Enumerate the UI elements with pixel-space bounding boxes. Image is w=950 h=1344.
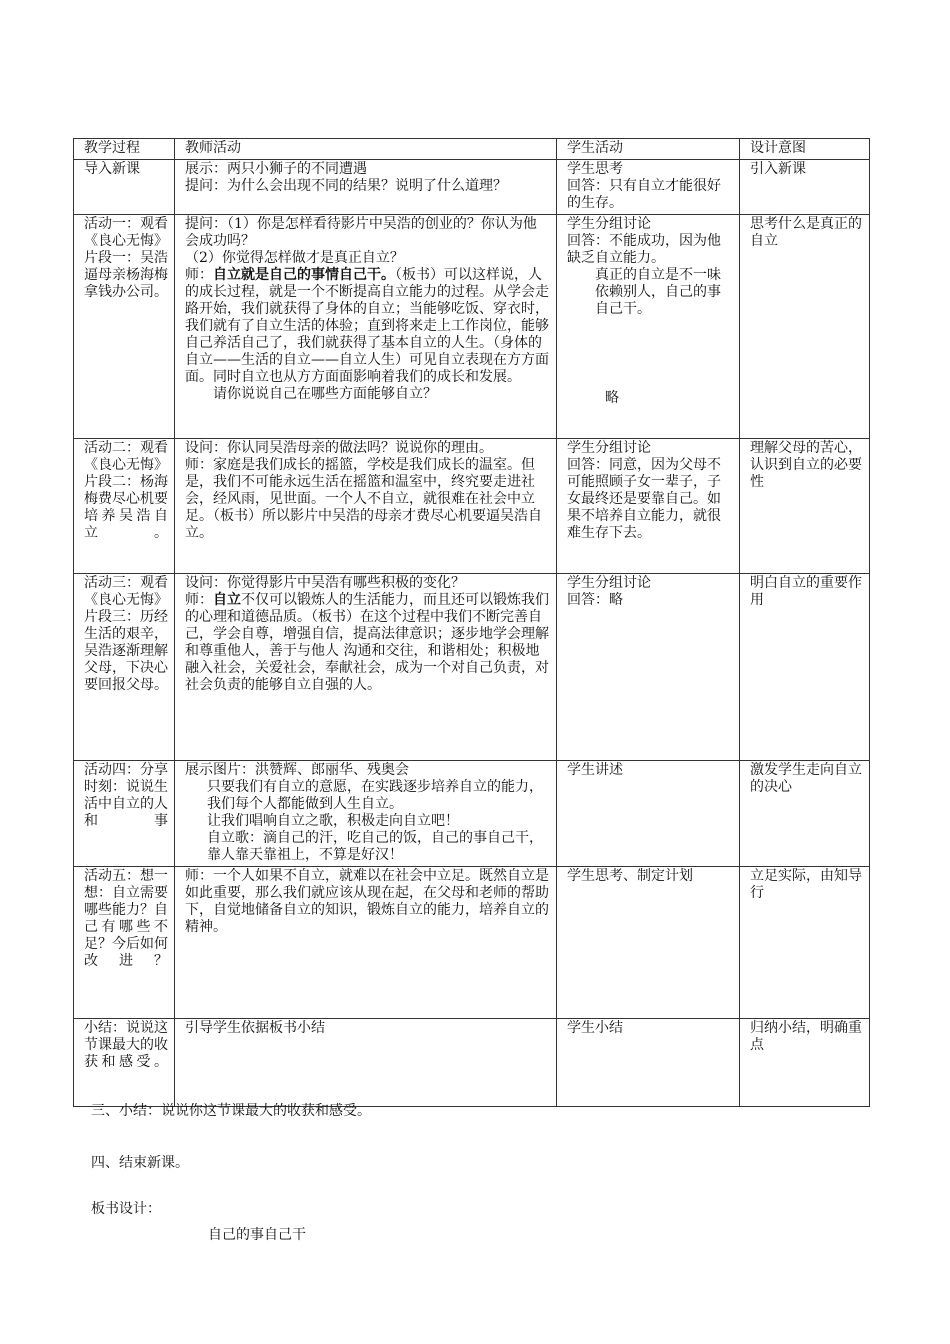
intent-cell: 立足实际，由知导行 bbox=[740, 867, 870, 1019]
student-cell bbox=[557, 574, 740, 761]
teacher-line: 展示：两只小狮子的不同遭遇 bbox=[185, 161, 367, 177]
student-line: 学生分组讨论 bbox=[567, 440, 651, 456]
teacher-cell bbox=[175, 574, 557, 761]
process-cell: 活动四：分享时刻：说说生活中自立的人和事 bbox=[74, 761, 175, 867]
board-design-item: 自己的事自己干 bbox=[208, 1227, 306, 1243]
teacher-line: 引导学生依据板书小结 bbox=[185, 1020, 325, 1036]
teacher-line: 提问：（1）你是怎样看待影片中吴浩的创业的？你认为他会成功吗？ bbox=[185, 216, 537, 249]
student-line: 回答：不能成功，因为他缺乏自立能力。 bbox=[567, 233, 721, 266]
teacher-line: 提问：为什么会出现不同的结果？说明了什么道理？ bbox=[185, 178, 507, 194]
end-section: 四、结束新课。 bbox=[91, 1155, 189, 1171]
lesson-plan-table bbox=[73, 138, 870, 1107]
student-line: 学生分组讨论 bbox=[567, 216, 651, 232]
student-line: 略 bbox=[605, 390, 619, 406]
student-cell bbox=[557, 160, 740, 215]
student-line: 学生小结 bbox=[567, 1020, 623, 1036]
table-row bbox=[74, 215, 870, 439]
student-line: 学生思考、制定计划 bbox=[567, 868, 693, 884]
teacher-cell bbox=[175, 1019, 557, 1107]
table-row bbox=[74, 439, 870, 574]
teacher-line: 请你说说自己在哪些方面能够自立？ bbox=[213, 386, 437, 402]
intent-cell: 明白自立的重要作用 bbox=[740, 574, 870, 761]
teacher-line: 展示图片：洪赞辉、郎丽华、残奥会 bbox=[185, 762, 409, 778]
teacher-line bbox=[185, 592, 550, 694]
table-row bbox=[74, 761, 870, 867]
student-line: 回答：同意，因为父母不可能照顾子女一辈子，子女最终还是要靠自己。如果不培养自立能力，就很难生存下去。 bbox=[567, 457, 721, 541]
student-cell bbox=[557, 761, 740, 867]
key-point: 自立 bbox=[213, 592, 241, 608]
board-design-label: 板书设计： bbox=[91, 1201, 161, 1217]
process-cell: 活动三：观看《良心无悔》片段三：历经生活的艰辛，吴浩逐渐理解父母，下决心要回报父母。 bbox=[74, 574, 175, 761]
student-cell bbox=[557, 867, 740, 1019]
teacher-line: 设问：你认同吴浩母亲的做法吗？说说你的理由。 bbox=[185, 440, 493, 456]
summary-section: 三、小结：说说你这节课最大的收获和感受。 bbox=[91, 1103, 371, 1119]
header-student: 学生活动 bbox=[557, 139, 740, 160]
intent-cell: 激发学生走向自立的决心 bbox=[740, 761, 870, 867]
key-point: 自立就是自己的事情自己干。 bbox=[213, 267, 395, 283]
table-row bbox=[74, 1019, 870, 1107]
process-cell: 导入新课 bbox=[74, 160, 175, 215]
teacher-line: 师：一个人如果不自立，就难以在社会中立足。既然自立是如此重要，那么我们就应该从现在起，在父母和老师的帮助下，自觉地储备自立的知识，锻炼自立的能力，培养自立的精神。 bbox=[185, 868, 549, 935]
header-process: 教学过程 bbox=[74, 139, 175, 160]
student-line: 回答：只有自立才能很好的生存。 bbox=[567, 178, 721, 211]
intent-cell: 理解父母的苦心，认识到自立的必要性 bbox=[740, 439, 870, 574]
teacher-cell bbox=[175, 160, 557, 215]
student-cell bbox=[557, 1019, 740, 1107]
teacher-line: 只要我们有自立的意愿，在实践逐步培养自立的能力，我们每个人都能做到人生自立。 bbox=[207, 779, 543, 812]
teacher-text: 不仅可以锻炼人的生活能力，而且还可以锻炼我们的心理和道德品质。（板书）在这个过程中我们不断完善自己，学会自尊，增强自信，提高法律意识；逐步地学会理解和尊重他人，善于与他人 沟通和交往，和谐相处；积极地融入社会，关爱社会，奉献社会，成为一个对自己负责，对社会负责的能够自立自强的人。 bbox=[185, 592, 549, 693]
teacher-cell bbox=[175, 439, 557, 574]
student-line: 学生分组讨论 bbox=[567, 575, 651, 591]
teacher-line: 师：家庭是我们成长的摇篮，学校是我们成长的温室。但是，我们不可能永远生活在摇篮和温室中，终究要走进社会，经风雨，见世面。一个人不自立，就很难在社会中立足。（板书）所以影片中吴浩的母亲才费尽心机要逼吴浩自立。 bbox=[185, 457, 542, 541]
teacher-cell bbox=[175, 867, 557, 1019]
teacher-prefix: 师： bbox=[185, 267, 213, 283]
student-line: 回答：略 bbox=[567, 592, 623, 608]
process-cell: 小结：说说这节课最大的收获和感受。 bbox=[74, 1019, 175, 1107]
intent-cell: 思考什么是真正的自立 bbox=[740, 215, 870, 439]
student-line: 学生讲述 bbox=[567, 762, 623, 778]
teacher-cell bbox=[175, 761, 557, 867]
table-row bbox=[74, 160, 870, 215]
process-cell: 活动二：观看《良心无悔》片段二：杨海梅费尽心机要培养吴浩自立。 bbox=[74, 439, 175, 574]
table-row bbox=[74, 574, 870, 761]
teacher-line: （2）你觉得怎样做才是真正自立？ bbox=[185, 250, 404, 266]
intent-cell: 归纳小结，明确重点 bbox=[740, 1019, 870, 1107]
teacher-prefix: 师： bbox=[185, 592, 213, 608]
process-cell: 活动一：观看《良心无悔》片段一：吴浩逼母亲杨海梅拿钱办公司。 bbox=[74, 215, 175, 439]
teacher-line: 让我们唱响自立之歌，积极走向自立吧！ bbox=[207, 813, 459, 829]
intent-cell: 引入新课 bbox=[740, 160, 870, 215]
teacher-line: 设问：你觉得影片中吴浩有哪些积极的变化？ bbox=[185, 575, 465, 591]
student-cell bbox=[557, 439, 740, 574]
teacher-cell bbox=[175, 215, 557, 439]
student-line: 学生思考 bbox=[567, 161, 623, 177]
teacher-line: 自立歌：滴自己的汗，吃自己的饭，自己的事自己干，靠人靠天靠祖上，不算是好汉！ bbox=[207, 830, 543, 863]
process-cell: 活动五：想一想：自立需要哪些能力？自己有哪些不足？今后如何改进？ bbox=[74, 867, 175, 1019]
student-line: 真正的自立是不一味依赖别人，自己的事自己干。 bbox=[595, 267, 721, 317]
teacher-text: （板书）可以这样说，人的成长过程，就是一个不断提高自立能力的过程。从学会走路开始，我们就获得了身体的自立；当能够吃饭、穿衣时，我们就有了自立生活的体验；直到将来走上工作岗位，能够自己养活自己了，我们就获得了基本自立的人生。（身体的自立——生活的自立——自立人生）可见自立表现在方方面面。同时自立也从方方面面影响着我们的成长和发展。 bbox=[185, 267, 549, 385]
teacher-line bbox=[185, 267, 550, 386]
table-header-row bbox=[74, 139, 870, 160]
header-intent: 设计意图 bbox=[740, 139, 870, 160]
header-teacher: 教师活动 bbox=[175, 139, 557, 160]
table-row bbox=[74, 867, 870, 1019]
student-cell bbox=[557, 215, 740, 439]
